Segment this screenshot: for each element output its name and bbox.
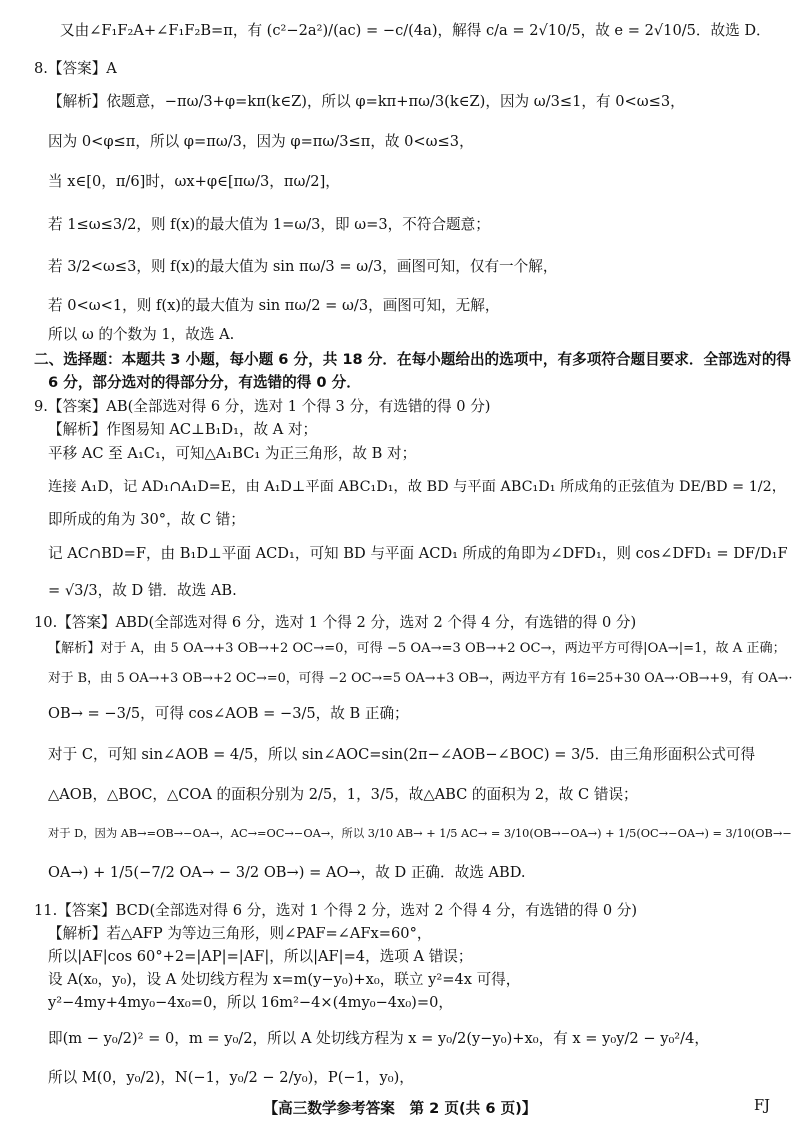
line-5: 当 x∈[0，π/6]时，ωx+φ∈[πω/3，πω/2]， [48, 173, 340, 190]
line-31: y²−4my+4my₀−4x₀=0，所以 16m²−4×(4my₀−4x₀)=0， [48, 994, 453, 1011]
line-13: 【解析】作图易知 AC⊥B₁D₁，故 A 对； [48, 421, 318, 438]
answer-9: 9.【答案】AB(全部选对得 6 分，选对 1 个得 3 分，有选错的得 0 分) [34, 398, 491, 415]
line-4: 因为 0<φ≤π，所以 φ=πω/3，因为 φ=πω/3≤π，故 0<ω≤3， [48, 133, 474, 150]
line-28: 【解析】若△AFP 为等边三角形，则∠PAF=∠AFx=60°， [48, 925, 432, 942]
line-6: 若 1≤ω≤3/2，则 f(x)的最大值为 1=ω/3，即 ω=3，不符合题意； [48, 216, 490, 233]
section-heading-cont: 6 分，部分选对的得部分分，有选错的得 0 分． [48, 374, 361, 391]
line-32: 即(m − y₀/2)² = 0，m = y₀/2，所以 A 处切线方程为 x = y₀/2(y−y₀)+x₀，有 x = y₀y/2 − y₀²/4， [48, 1030, 709, 1047]
line-9: 所以 ω 的个数为 1，故选 A. [48, 326, 235, 343]
line-17: 记 AC∩BD=F，由 B₁D⊥平面 ACD₁，可知 BD 与平面 ACD₁ 所成的角即为∠DFD₁，则 cos∠DFD₁ = DF/D₁F [48, 545, 788, 562]
line-20: 【解析】对于 A，由 5 OA→+3 OB→+2 OC→=0，可得 −5 OA→=3 OB→+2 OC→，两边平方可得|OA→|=1，故 A 正确； [48, 641, 786, 656]
line-1: 又由∠F₁F₂A+∠F₁F₂B=π，有 (c²−2a²)/(ac) = −c/(4a)，解得 c/a = 2√10/5，故 e = 2√10/5．故选 D． [60, 22, 771, 39]
line-30: 设 A(x₀，y₀)，设 A 处切线方程为 x=m(y−y₀)+x₀，联立 y²=4x 可得， [48, 971, 521, 988]
line-24: △AOB，△BOC，△COA 的面积分别为 2/5，1，3/5，故△ABC 的面积为 2，故 C 错误； [48, 786, 638, 803]
line-8: 若 0<ω<1，则 f(x)的最大值为 sin πω/2 = ω/3，画图可知，无解， [48, 297, 500, 314]
line-16: 即所成的角为 30°，故 C 错； [48, 511, 245, 528]
answer-10: 10.【答案】ABD(全部选对得 6 分，选对 1 个得 2 分，选对 2 个得 4 分，有选错的得 0 分) [34, 614, 637, 631]
answer-11: 11.【答案】BCD(全部选对得 6 分，选对 1 个得 2 分，选对 2 个得 4 分，有选错的得 0 分) [34, 902, 638, 919]
line-7: 若 3/2<ω≤3，则 f(x)的最大值为 sin πω/3 = ω/3，画图可知，仅有一个解， [48, 258, 558, 275]
section-heading: 二、选择题：本题共 3 小题，每小题 6 分，共 18 分．在每小题给出的选项中，有多项符合题目要求．全部选对的得 [34, 351, 792, 368]
line-26: OA→) + 1/5(−7/2 OA→ − 3/2 OB→) = AO→，故 D 正确．故选 ABD. [48, 864, 526, 881]
page-footer: 【高三数学参考答案 第 2 页(共 6 页)】 [263, 1100, 537, 1117]
line-18: = √3/3，故 D 错．故选 AB. [48, 582, 237, 599]
line-21: 对于 B，由 5 OA→+3 OB→+2 OC→=0，可得 −2 OC→=5 OA→+3 OB→，两边平方有 16=25+30 OA→·OB→+9，有 OA→· [48, 671, 793, 686]
line-22: OB→ = −3/5，可得 cos∠AOB = −3/5，故 B 正确； [48, 705, 409, 722]
line-23: 对于 C，可知 sin∠AOB = 4/5，所以 sin∠AOC=sin(2π−∠AOB−∠BOC) = 3/5．由三角形面积公式可得 [48, 746, 756, 763]
line-33: 所以 M(0，y₀/2)，N(−1，y₀/2 − 2/y₀)，P(−1，y₀)， [48, 1069, 414, 1086]
corner-mark: FJ [754, 1097, 770, 1114]
line-15: 连接 A₁D，记 AD₁∩A₁D=E，由 A₁D⊥平面 ABC₁D₁，故 BD 与平面 ABC₁D₁ 所成角的正弦值为 DE/BD = 1/2， [48, 479, 786, 495]
line-29: 所以|AF|cos 60°+2=|AP|=|AF|，所以|AF|=4，选项 A 错误； [48, 948, 473, 965]
line-14: 平移 AC 至 A₁C₁，可知△A₁BC₁ 为正三角形，故 B 对； [48, 445, 417, 462]
line-3: 【解析】依题意，−πω/3+φ=kπ(k∈Z)，所以 φ=kπ+πω/3(k∈Z)，因为 ω/3≤1，有 0<ω≤3， [48, 93, 685, 110]
line-25: 对于 D，因为 AB→=OB→−OA→，AC→=OC→−OA→，所以 3/10 AB→ + 1/5 AC→ = 3/10(OB→−OA→) + 1/5(OC→−OA→) = 3/10(OB→− [48, 827, 792, 840]
answer-8: 8.【答案】A [34, 60, 117, 77]
